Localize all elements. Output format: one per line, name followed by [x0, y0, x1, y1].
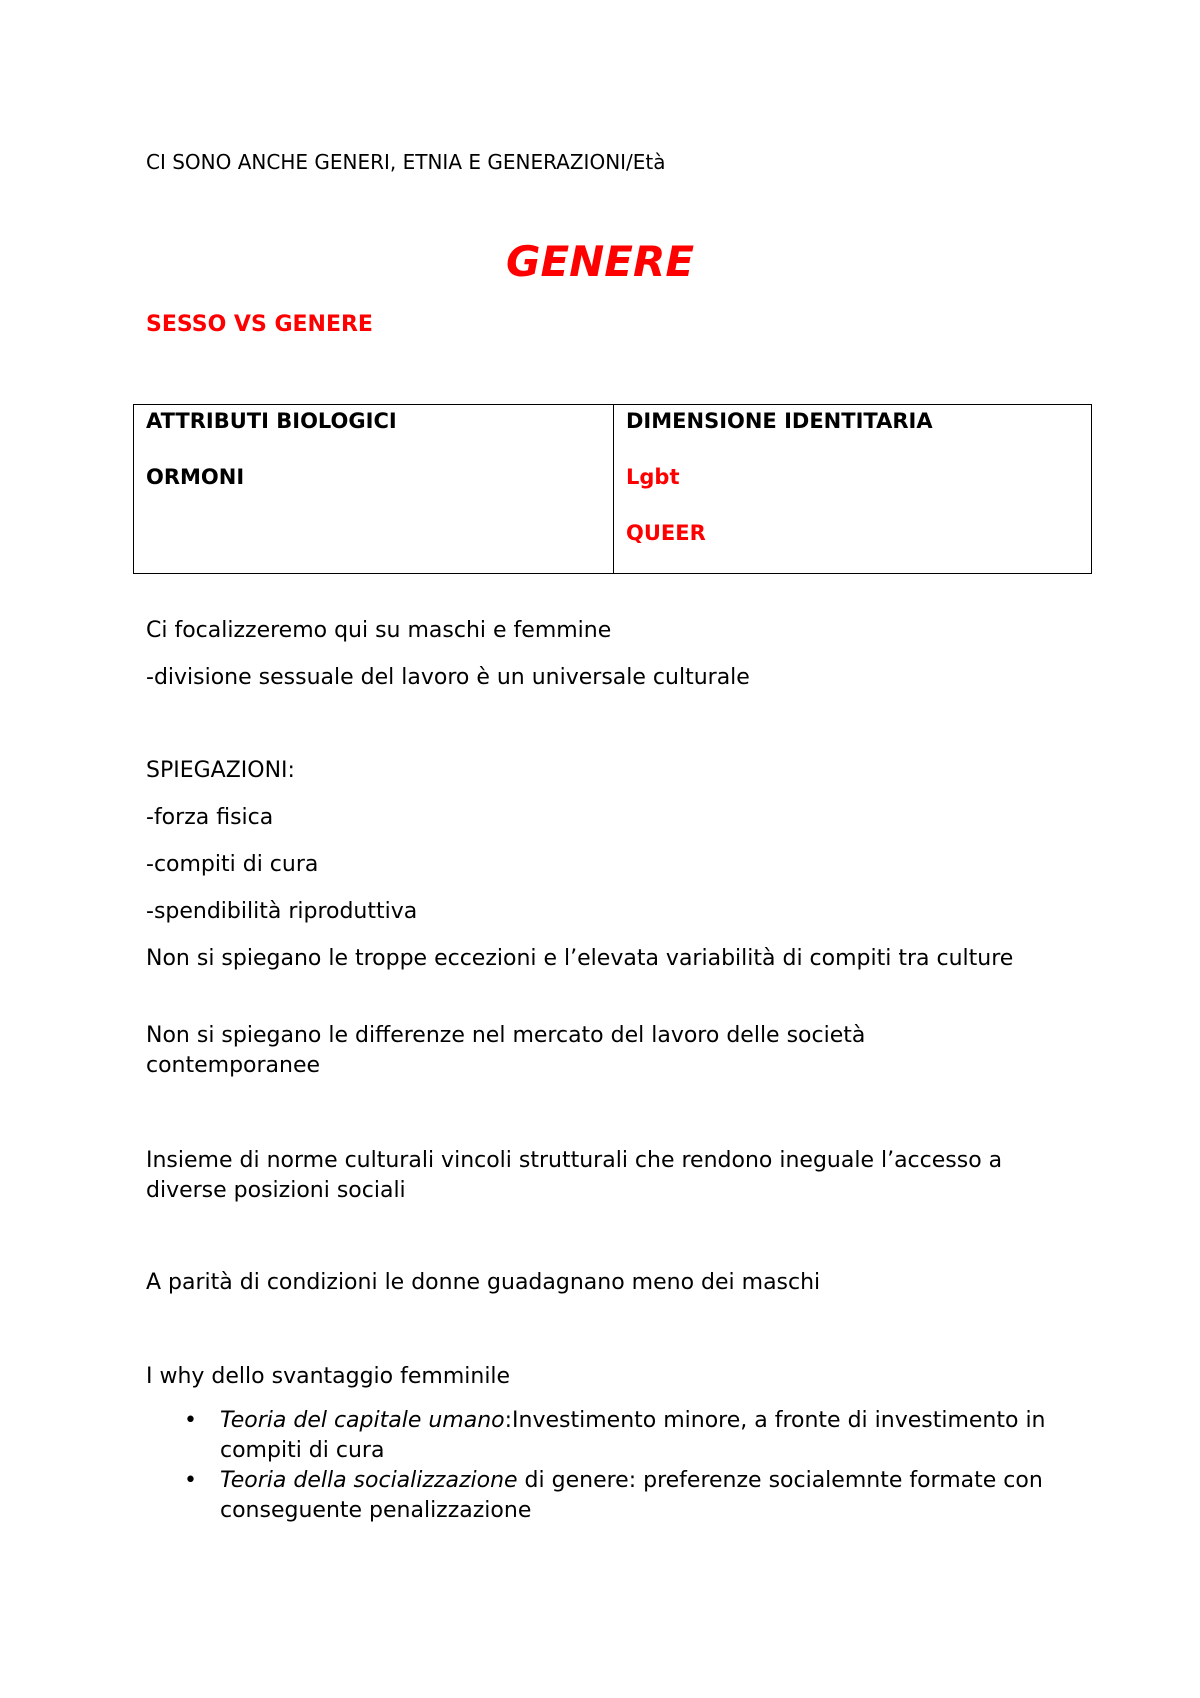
paragraph: -divisione sessuale del lavoro è un universale culturale [146, 665, 750, 690]
table-cell-item: QUEER [626, 521, 706, 545]
paragraph: Insieme di norme culturali vincoli strutturali che rendono ineguale l’accesso a diverse posizioni sociali [146, 1148, 1003, 1203]
table-cell-header: ATTRIBUTI BIOLOGICI [146, 409, 397, 433]
bullet-icon: • [184, 1468, 197, 1493]
paragraph: -forza fisica [146, 805, 274, 830]
paragraph: Ci focalizzeremo qui su maschi e femmine [146, 618, 612, 643]
list-item [146, 1466, 1046, 1526]
list-item [146, 1406, 1046, 1466]
theory-list [146, 1406, 1046, 1526]
table-cell-header: DIMENSIONE IDENTITARIA [626, 409, 933, 433]
paragraph: -spendibilità riproduttiva [146, 899, 418, 924]
list-item-title: Teoria della socializzazione [220, 1468, 518, 1493]
section-subtitle: SESSO VS GENERE [146, 312, 373, 337]
page-title: GENERE [505, 237, 695, 286]
table-row [134, 405, 1092, 574]
paragraph: -compiti di cura [146, 852, 319, 877]
paragraph: Non si spiegano le differenze nel mercato del lavoro delle società contemporanee [146, 1023, 866, 1078]
list-item-text: :Investimento minore, a fronte di investimento in compiti di cura [220, 1408, 1046, 1463]
paragraph: I why dello svantaggio femminile [146, 1364, 511, 1389]
table-cell-biological [134, 405, 614, 574]
intro-line: CI SONO ANCHE GENERI, ETNIA E GENERAZIONI/Età [146, 150, 666, 174]
table-cell-item: ORMONI [146, 465, 245, 489]
attributes-table [133, 404, 1092, 574]
paragraph: SPIEGAZIONI: [146, 758, 295, 783]
list-item-title: Teoria del capitale umano [220, 1408, 505, 1433]
bullet-icon: • [184, 1408, 197, 1433]
list-item-text: di genere: preferenze socialemnte formate con conseguente penalizzazione [220, 1468, 1043, 1523]
table-cell-identity [614, 405, 1092, 574]
table-cell-item: Lgbt [626, 465, 680, 489]
paragraph: Non si spiegano le troppe eccezioni e l’elevata variabilità di compiti tra culture [146, 946, 1014, 971]
paragraph: A parità di condizioni le donne guadagnano meno dei maschi [146, 1270, 821, 1295]
